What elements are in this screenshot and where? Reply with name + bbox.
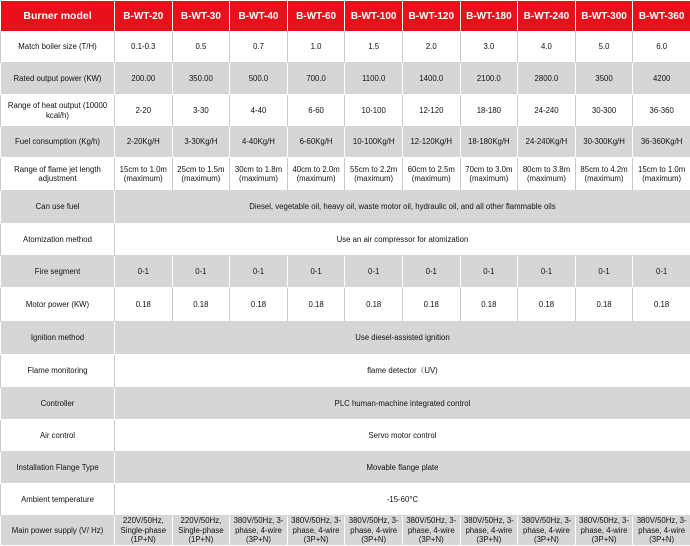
table-cell: 4200 (633, 63, 690, 95)
table-cell: 0.5 (172, 32, 230, 63)
table-cell: 0.18 (633, 288, 690, 322)
table-cell: 30-300 (575, 95, 633, 127)
row-label: Match boiler size (T/H) (1, 32, 115, 63)
row-air-control (1, 420, 690, 452)
table-cell: 380V/50Hz, 3-phase, 4-wire (3P+N) (460, 516, 518, 546)
table-cell: 3-30Kg/H (172, 127, 230, 158)
table-cell: 4-40Kg/H (230, 127, 288, 158)
table-cell: 1100.0 (345, 63, 403, 95)
table-cell: 25cm to 1.5m (maximum) (172, 158, 230, 191)
table-cell: 24-240 (518, 95, 576, 127)
table-cell: 380V/50Hz, 3-phase, 4-wire (3P+N) (345, 516, 403, 546)
row-label: Range of flame jet length adjustment (1, 158, 115, 191)
table-cell: 30cm to 1.8m (maximum) (230, 158, 288, 191)
row-ignition (1, 322, 690, 355)
table-cell: 1.5 (345, 32, 403, 63)
table-cell: 2800.0 (518, 63, 576, 95)
table-cell: 85cm to 4.2m (maximum) (575, 158, 633, 191)
table-cell: 0-1 (633, 256, 690, 288)
row-fuel (1, 191, 690, 224)
table-cell: 220V/50Hz, Single-phase (1P+N) (115, 516, 173, 546)
row-label: Ignition method (1, 322, 115, 355)
table-cell: 6-60 (287, 95, 345, 127)
table-cell: 380V/50Hz, 3-phase, 4-wire (3P+N) (518, 516, 576, 546)
table-cell: 12-120Kg/H (402, 127, 460, 158)
row-label: Installation Flange Type (1, 452, 115, 484)
header-model: B-WT-30 (172, 1, 230, 32)
table-cell: PLC human-machine integrated control (115, 388, 690, 420)
header-burner-model: Burner model (1, 1, 115, 32)
row-label: Controller (1, 388, 115, 420)
table-cell: 0-1 (345, 256, 403, 288)
row-controller (1, 388, 690, 420)
row-fire-segment (1, 256, 690, 288)
table-cell: 2-20 (115, 95, 173, 127)
table-cell: Use an air compressor for atomization (115, 224, 690, 256)
header-model: B-WT-180 (460, 1, 518, 32)
row-atomization (1, 224, 690, 256)
row-flange (1, 452, 690, 484)
table-cell: 36-360 (633, 95, 690, 127)
header-model: B-WT-60 (287, 1, 345, 32)
table-cell: 0.18 (345, 288, 403, 322)
table-cell: Diesel, vegetable oil, heavy oil, waste motor oil, hydraulic oil, and all other flammable oils (115, 191, 690, 224)
row-motor-power (1, 288, 690, 322)
row-boiler-size (1, 32, 690, 63)
table-cell: 0-1 (402, 256, 460, 288)
table-cell: 30-300Kg/H (575, 127, 633, 158)
table-cell: 0.18 (518, 288, 576, 322)
table-cell: 3500 (575, 63, 633, 95)
header-model: B-WT-240 (518, 1, 576, 32)
row-flame-monitoring (1, 355, 690, 388)
header-model: B-WT-20 (115, 1, 173, 32)
header-model: B-WT-40 (230, 1, 288, 32)
table-cell: 350.00 (172, 63, 230, 95)
table-cell: 15cm to 1.0m (maximum) (633, 158, 690, 191)
header-model: B-WT-300 (575, 1, 633, 32)
row-power-supply (1, 516, 690, 546)
table-cell: 0-1 (460, 256, 518, 288)
table-cell: 0.18 (575, 288, 633, 322)
table-cell: 55cm to 2.2m (maximum) (345, 158, 403, 191)
table-cell: 40cm to 2.0m (maximum) (287, 158, 345, 191)
table-cell: 0.18 (460, 288, 518, 322)
table-cell: 3-30 (172, 95, 230, 127)
row-heat-output (1, 95, 690, 127)
table-cell: 2.0 (402, 32, 460, 63)
table-cell: 1.0 (287, 32, 345, 63)
table-cell: 36-360Kg/H (633, 127, 690, 158)
table-cell: 0-1 (172, 256, 230, 288)
table-cell: 2100.0 (460, 63, 518, 95)
table-cell: 380V/50Hz, 3-phase, 4-wire (3P+N) (230, 516, 288, 546)
row-label: Ambient temperature (1, 484, 115, 516)
header-model: B-WT-120 (402, 1, 460, 32)
table-cell: 0-1 (115, 256, 173, 288)
row-flame-jet (1, 158, 690, 191)
table-cell: 0.18 (172, 288, 230, 322)
table-cell: 1400.0 (402, 63, 460, 95)
row-ambient (1, 484, 690, 516)
table-cell: Use diesel-assisted ignition (115, 322, 690, 355)
table-cell: 0.7 (230, 32, 288, 63)
header-model: B-WT-100 (345, 1, 403, 32)
table-cell: 0.18 (115, 288, 173, 322)
row-label: Fuel consumption (Kg/h) (1, 127, 115, 158)
header-model: B-WT-360 (633, 1, 690, 32)
table-cell: 6.0 (633, 32, 690, 63)
row-label: Rated output power (KW) (1, 63, 115, 95)
row-label: Can use fuel (1, 191, 115, 224)
table-cell: Servo motor control (115, 420, 690, 452)
table-cell: flame detector（UV) (115, 355, 690, 388)
table-cell: 0.18 (402, 288, 460, 322)
row-label: Fire segment (1, 256, 115, 288)
table-cell: 0.18 (287, 288, 345, 322)
table-cell: 500.0 (230, 63, 288, 95)
table-cell: 700.0 (287, 63, 345, 95)
table-cell: 380V/50Hz, 3-phase, 4-wire (3P+N) (575, 516, 633, 546)
table-cell: -15-60°C (115, 484, 690, 516)
row-label: Air control (1, 420, 115, 452)
table-cell: 18-180Kg/H (460, 127, 518, 158)
table-cell: 200.00 (115, 63, 173, 95)
table-cell: 6-60Kg/H (287, 127, 345, 158)
row-label: Atomization method (1, 224, 115, 256)
table-cell: 5.0 (575, 32, 633, 63)
row-label: Range of heat output (10000 kcal/h) (1, 95, 115, 127)
table-cell: 380V/50Hz, 3-phase, 4-wire (3P+N) (287, 516, 345, 546)
table-cell: 0-1 (287, 256, 345, 288)
row-label: Main power supply (V/ Hz) (1, 516, 115, 546)
table-cell: 2-20Kg/H (115, 127, 173, 158)
table-cell: 0.1-0.3 (115, 32, 173, 63)
table-cell: 70cm to 3.0m (maximum) (460, 158, 518, 191)
table-cell: 3.0 (460, 32, 518, 63)
table-cell: 220V/50Hz, Single-phase (1P+N) (172, 516, 230, 546)
row-label: Motor power (KW) (1, 288, 115, 322)
table-cell: 80cm to 3.8m (maximum) (518, 158, 576, 191)
row-fuel-consumption (1, 127, 690, 158)
table-cell: 60cm to 2.5m (maximum) (402, 158, 460, 191)
table-cell: 380V/50Hz, 3-phase, 4-wire (3P+N) (633, 516, 690, 546)
table-cell: 12-120 (402, 95, 460, 127)
table-cell: 18-180 (460, 95, 518, 127)
table-cell: 0-1 (575, 256, 633, 288)
table-cell: 0.18 (230, 288, 288, 322)
table-cell: 380V/50Hz, 3-phase, 4-wire (3P+N) (402, 516, 460, 546)
table-cell: 0-1 (518, 256, 576, 288)
table-cell: 10-100 (345, 95, 403, 127)
table-cell: 4-40 (230, 95, 288, 127)
table-cell: 15cm to 1.0m (maximum) (115, 158, 173, 191)
table-cell: 4.0 (518, 32, 576, 63)
table-cell: Movable flange plate (115, 452, 690, 484)
table-cell: 10-100Kg/H (345, 127, 403, 158)
table-cell: 0-1 (230, 256, 288, 288)
row-rated-power (1, 63, 690, 95)
table-cell: 24-240Kg/H (518, 127, 576, 158)
row-label: Flame monitoring (1, 355, 115, 388)
header-row (1, 1, 690, 32)
